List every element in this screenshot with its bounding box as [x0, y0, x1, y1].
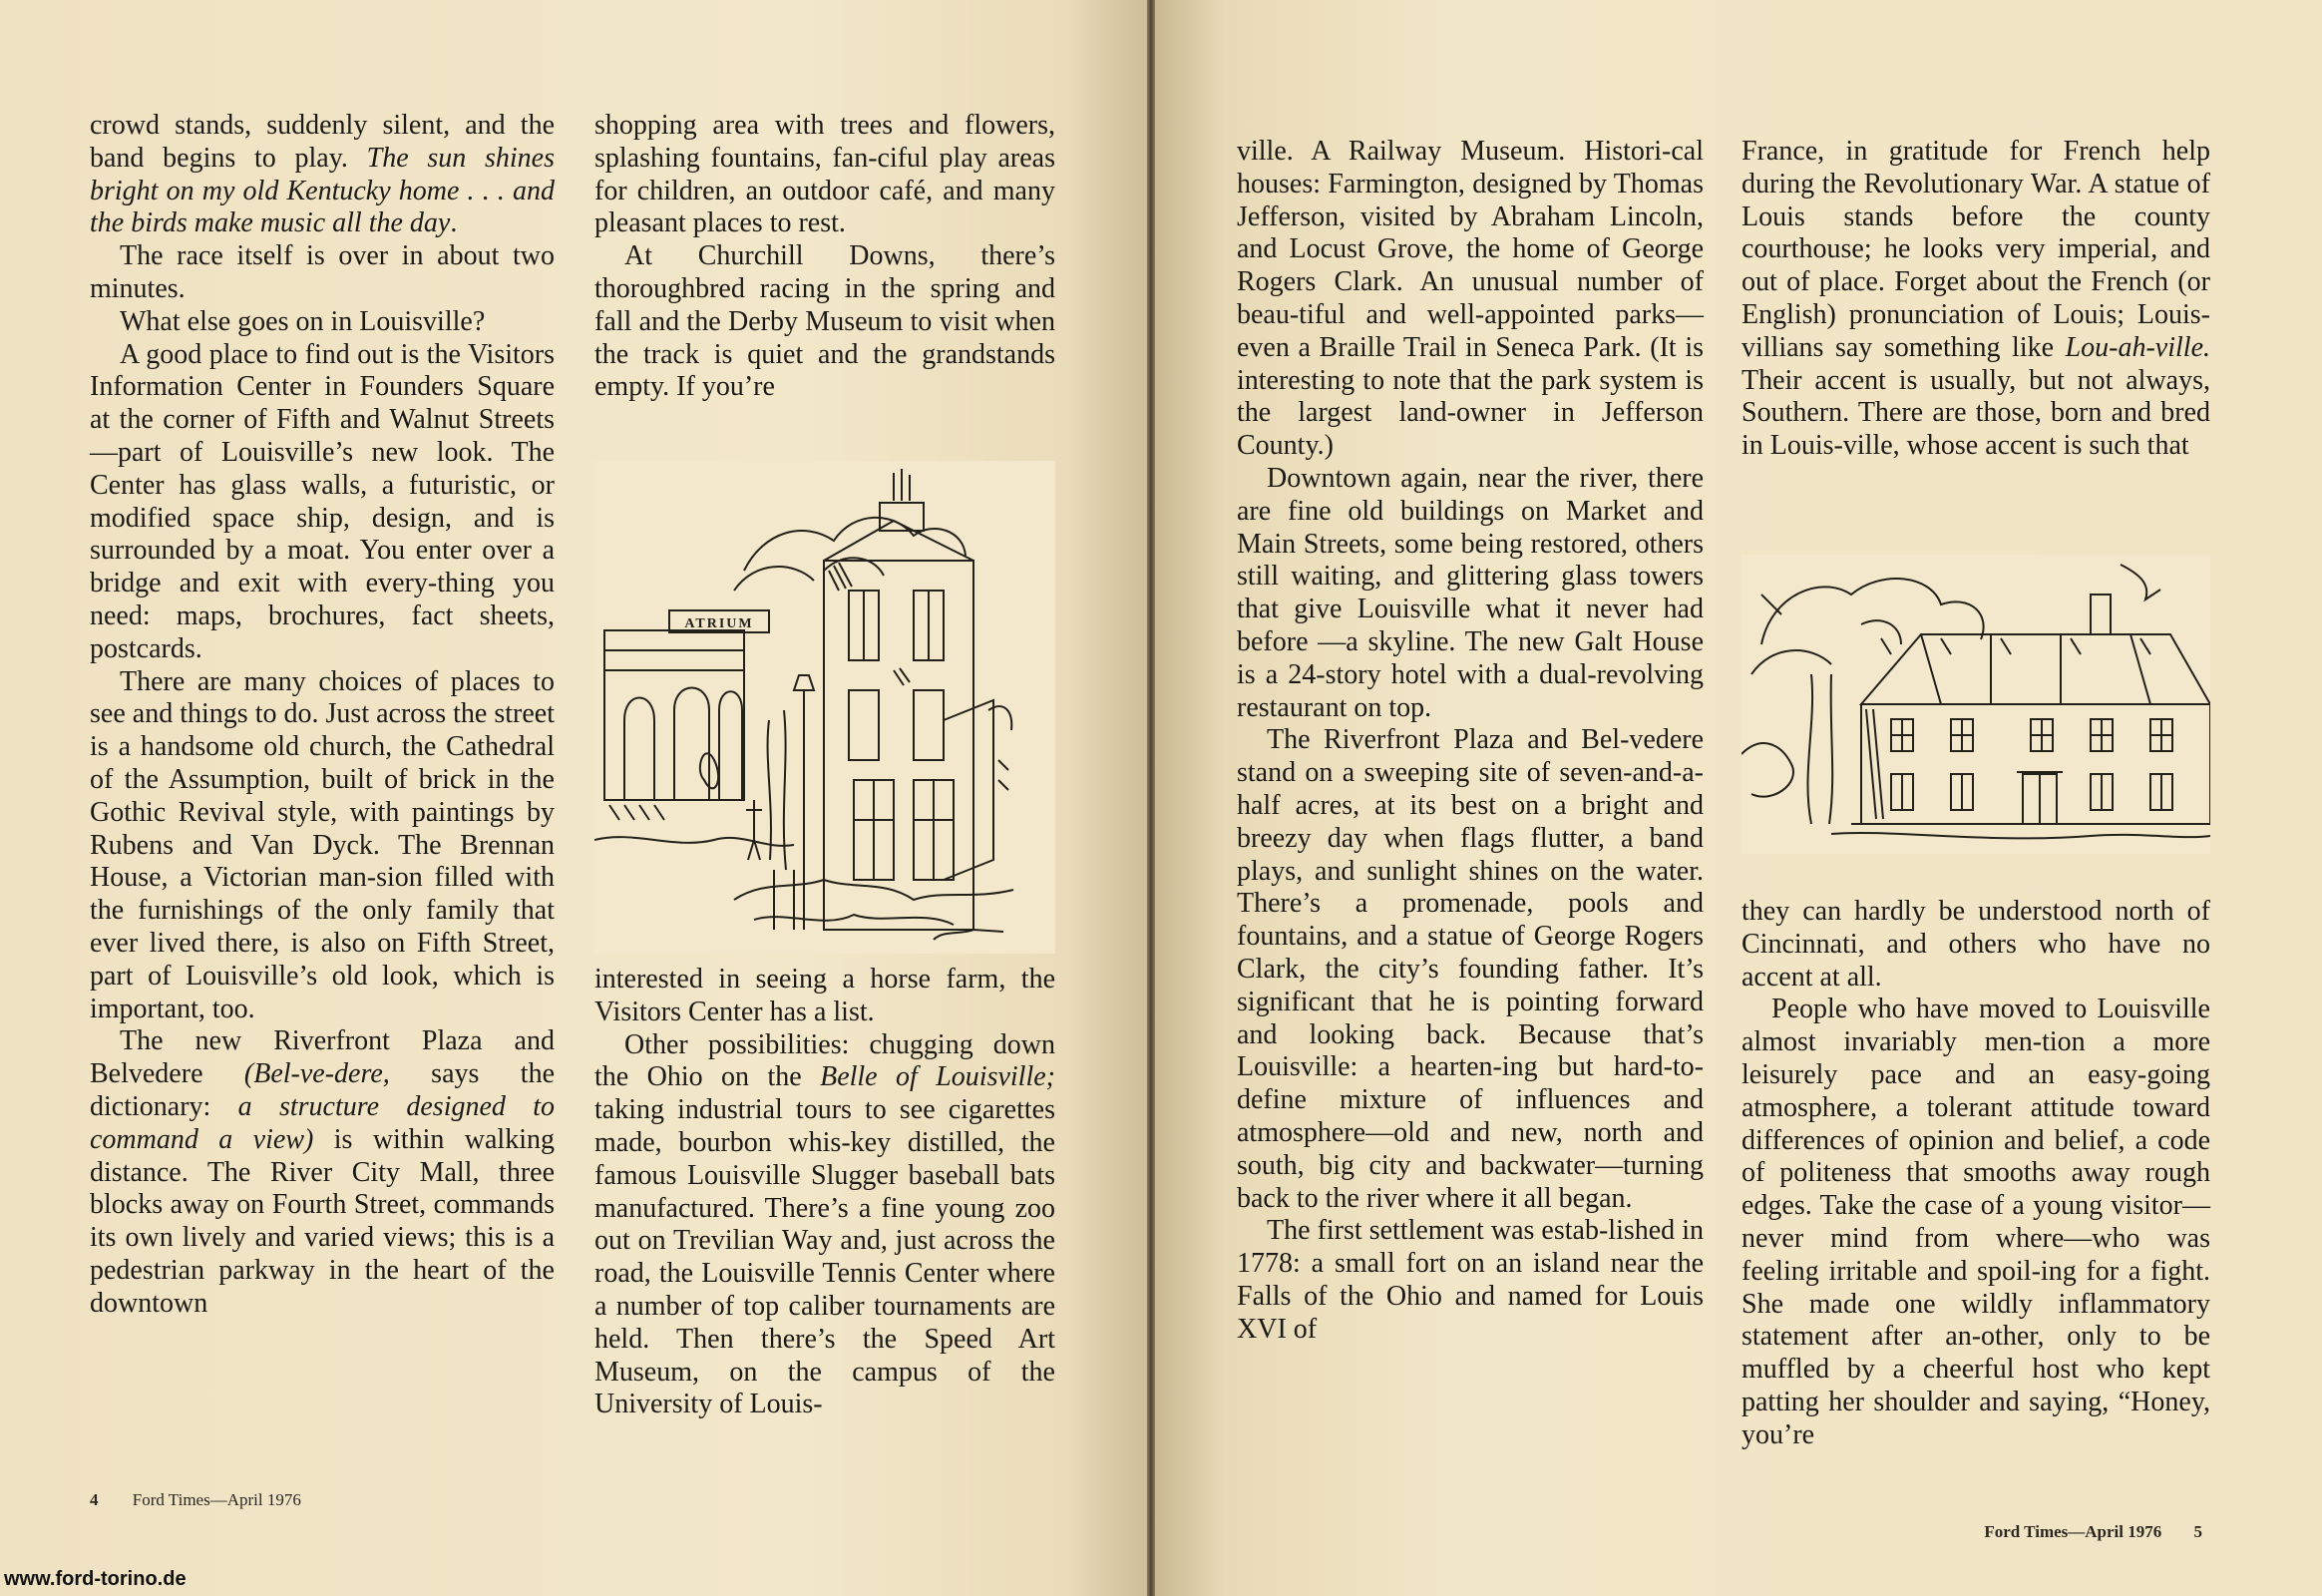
- paragraph: France, in gratitude for French help during the Revolutionary War. A statue of Louis stands before the county courthouse; he looks very imperial, and out of place. Forget about the French (or English) pronunciation of Louis; Louis-villians say something like Lou-ah-ville. Their accent is usually, but not always, Southern. There are those, born and bred in Louis-ville, whose accent is such that: [1742, 136, 2210, 462]
- ink-sketch-street: [594, 461, 1055, 954]
- paragraph: Other possibilities: chugging down the Ohio on the Belle of Louisville; taking industrial tours to see cigarettes made, bourbon whis-key distilled, the famous Louisville Slugger baseball bats manufactured. There’s a fine young zoo out on Trevilian Way and, just across the road, the Louisville Tennis Center where a number of top caliber tournaments are held. Then there’s the Speed Art Museum, on the campus of the University of Louis-: [594, 1028, 1055, 1420]
- paragraph: At Churchill Downs, there’s thoroughbred racing in the spring and fall and the Derby Museum to visit when the track is quiet and the grandstands empty. If you’re: [594, 240, 1055, 403]
- page-number: 4: [90, 1490, 99, 1509]
- paragraph: Downtown again, near the river, there are fine old buildings on Market and Main Streets, some being restored, others still waiting, and glittering glass towers that give Louisville what it never had before —a skyline. The new Galt House is a 24-story hotel with a dual-revolving restaurant on top.: [1237, 462, 1704, 723]
- left-column-1: [90, 110, 555, 1320]
- paragraph: shopping area with trees and flowers, splashing fountains, fan-ciful play areas for children, an outdoor café, and many pleasant places to rest.: [594, 110, 1055, 239]
- paragraph: A good place to find out is the Visitors Information Center in Founders Square at the corner of Fifth and Walnut Streets—part of Louisville’s new look. The Center has glass walls, a futuristic, or modified space ship, design, and is surrounded by a moat. You enter over a bridge and exit with every-thing you need: maps, brochures, fact sheets, postcards.: [90, 338, 555, 664]
- page-number: 5: [2193, 1522, 2202, 1541]
- right-column-2-top: [1742, 136, 2210, 463]
- left-page: [0, 0, 1147, 1596]
- right-page-footer: [1984, 1522, 2202, 1542]
- right-column-1: [1237, 136, 1704, 1346]
- left-column-2-bottom: [594, 964, 1055, 1421]
- left-column-2-top: [594, 110, 1055, 404]
- book-gutter: [1147, 0, 1155, 1596]
- paragraph: ville. A Railway Museum. Histori-cal houses: Farmington, designed by Thomas Jefferson, visited by Abraham Lincoln, and Locust Grove, the home of George Rogers Clark. An unusual number of beau-tiful and well-appointed parks—even a Braille Trail in Seneca Park. (It is interesting to note that the park system is the largest land-owner in Jefferson County.): [1237, 136, 1704, 462]
- farmhouse-illustration: [1742, 555, 2210, 854]
- paragraph: What else goes on in Louisville?: [120, 305, 486, 337]
- left-page-footer: [90, 1490, 301, 1510]
- paragraph: interested in seeing a horse farm, the Visitors Center has a list.: [594, 964, 1055, 1027]
- footer-title: Ford Times—April 1976: [132, 1490, 301, 1509]
- paragraph: The new Riverfront Plaza and Belvedere (Bel-ve-dere, says the dictionary: a structure designed to command a view) is within walking distance. The River City Mall, three blocks away on Fourth Street, commands its own lively and varied views; this is a pedestrian parkway in the heart of the downtown: [90, 1025, 556, 1319]
- paragraph: There are many choices of places to see and things to do. Just across the street is a handsome old church, the Cathedral of the Assumption, built of brick in the Gothic Revival style, with paintings by Rubens and Van Dyck. The Brennan House, a Victorian man-sion filled with the furnishings of the only family that ever lived there, is also on Fifth Street, part of Louisville’s old look, which is important, too.: [90, 665, 555, 1024]
- atrium-street-illustration: [594, 461, 1055, 954]
- right-page: [1155, 0, 2322, 1596]
- atrium-sign: ATRIUM: [684, 616, 754, 631]
- paragraph: they can hardly be understood north of Cincinnati, and others who have no accent at all.: [1742, 896, 2210, 993]
- paragraph: The Riverfront Plaza and Bel-vedere stand on a sweeping site of seven-and-a-half acres, at its best on a bright and breezy day when flags flutter, a band plays, and sunlight shines on the water. There’s a promenade, pools and fountains, and a statue of George Rogers Clark, the city’s founding father. It’s significant that he is pointing forward and looking back. Because that’s Louisville: a hearten-ing but hard-to-define mixture of influences and atmosphere—old and new, north and south, big city and backwater—turning back to the river where it all began.: [1237, 724, 1704, 1214]
- paragraph: People who have moved to Louisville almost invariably men-tion a more leisurely pace and an easy-going atmosphere, a tolerant attitude toward differences of opinion and belief, a code of politeness that smooths away rough edges. Take the case of a young visitor—never mind from where—who was feeling irritable and spoil-ing for a fight. She made one wildly inflammatory statement after an-other, only to be muffled by a cheerful host who kept patting her shoulder and saying, “Honey, you’re: [1742, 994, 2210, 1450]
- ink-sketch-house: [1742, 555, 2210, 854]
- source-watermark: www.ford-torino.de: [4, 1568, 187, 1590]
- right-column-2-bottom: [1742, 896, 2210, 1452]
- paragraph: The first settlement was estab-lished in 1778: a small fort on an island near the Falls of the Ohio and named for Louis XVI of: [1237, 1215, 1704, 1345]
- footer-title: Ford Times—April 1976: [1984, 1522, 2162, 1541]
- paragraph: The race itself is over in about two minutes.: [90, 240, 555, 304]
- paragraph: crowd stands, suddenly silent, and the band begins to play. The sun shines bright on my old Kentucky home . . . and the birds make music all the day.: [90, 110, 556, 239]
